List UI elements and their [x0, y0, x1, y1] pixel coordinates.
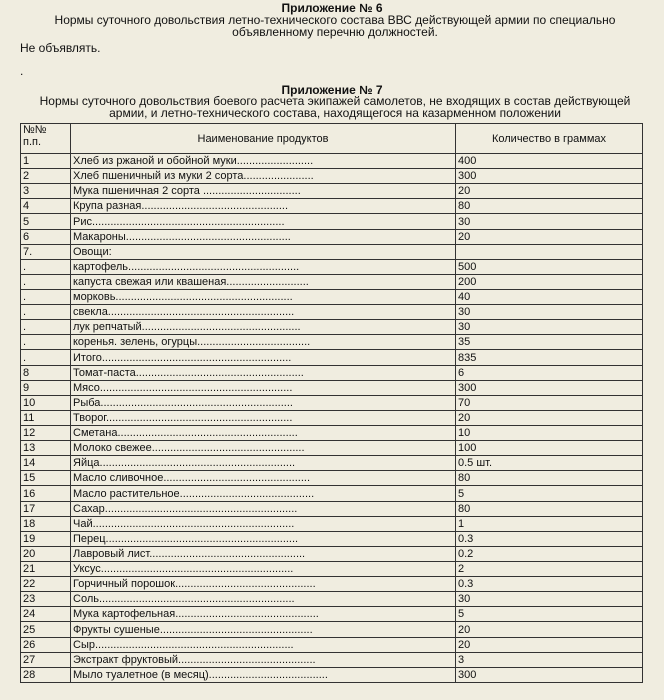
row-product-name: Мука картофельная...............................................	[71, 607, 456, 622]
table-row	[21, 335, 643, 350]
row-quantity: 200	[456, 274, 643, 289]
row-quantity: 20	[456, 184, 643, 199]
table-header-row	[21, 124, 643, 154]
row-number: 13	[21, 441, 71, 456]
table-row	[21, 607, 643, 622]
table-row	[21, 365, 643, 380]
appendix-6-title: Приложение № 6	[281, 1, 383, 15]
row-product-name: Чай..................................................................	[71, 516, 456, 531]
row-quantity: 20	[456, 410, 643, 425]
table-row	[21, 667, 643, 682]
row-quantity: 35	[456, 335, 643, 350]
row-quantity: 40	[456, 289, 643, 304]
row-number: .	[21, 350, 71, 365]
table-row	[21, 486, 643, 501]
table-row	[21, 501, 643, 516]
table-row	[21, 184, 643, 199]
header-number	[21, 124, 71, 154]
row-number: .	[21, 305, 71, 320]
row-quantity: 0.3	[456, 577, 643, 592]
row-product-name: Крупа разная................................................	[71, 199, 456, 214]
row-quantity: 80	[456, 199, 643, 214]
row-product-name: Яйца................................................................	[71, 456, 456, 471]
row-product-name: свекла.............................................................	[71, 305, 456, 320]
row-number: 16	[21, 486, 71, 501]
table-row	[21, 456, 643, 471]
appendix-7-subtitle: Нормы суточного довольствия боевого расчета экипажей самолетов, не входящих в состав действующей армии, и летно-технического состава, находящегося на казарменном положении	[39, 94, 631, 120]
row-quantity: 10	[456, 425, 643, 440]
row-quantity: 0.3	[456, 531, 643, 546]
row-quantity: 300	[456, 667, 643, 682]
row-product-name: капуста свежая или квашеная...........................	[71, 274, 456, 289]
row-number: 20	[21, 546, 71, 561]
table-row	[21, 516, 643, 531]
row-number: 28	[21, 667, 71, 682]
table-row	[21, 531, 643, 546]
row-quantity: 400	[456, 154, 643, 169]
table-row	[21, 546, 643, 561]
row-number: 7.	[21, 244, 71, 259]
row-product-name: Рыба...............................................................	[71, 395, 456, 410]
table-row	[21, 169, 643, 184]
row-product-name: Сахар...............................................................	[71, 501, 456, 516]
table-row	[21, 154, 643, 169]
table-row	[21, 274, 643, 289]
row-quantity: 80	[456, 471, 643, 486]
row-product-name: Горчичный порошок..............................................	[71, 577, 456, 592]
row-number: 9	[21, 380, 71, 395]
row-product-name: картофель........................................................	[71, 259, 456, 274]
table-row	[21, 577, 643, 592]
table-row	[21, 425, 643, 440]
row-number: 3	[21, 184, 71, 199]
row-number: .	[21, 274, 71, 289]
table-row	[21, 289, 643, 304]
row-quantity: 300	[456, 169, 643, 184]
row-quantity: 30	[456, 214, 643, 229]
row-number: 14	[21, 456, 71, 471]
row-number: 10	[21, 395, 71, 410]
row-quantity: 20	[456, 622, 643, 637]
row-quantity: 6	[456, 365, 643, 380]
row-number: 19	[21, 531, 71, 546]
appendix-6-note: Не объявлять.	[20, 41, 101, 55]
row-product-name: Масло сливочное................................................	[71, 471, 456, 486]
row-quantity: 3	[456, 652, 643, 667]
row-number: 18	[21, 516, 71, 531]
row-number: 24	[21, 607, 71, 622]
row-product-name: Хлеб из ржаной и обойной муки.........................	[71, 154, 456, 169]
row-quantity: 5	[456, 607, 643, 622]
row-product-name: лук репчатый....................................................	[71, 320, 456, 335]
table-row	[21, 199, 643, 214]
table-row	[21, 244, 643, 259]
row-number: .	[21, 335, 71, 350]
row-product-name: Сыр.................................................................	[71, 637, 456, 652]
row-product-name: Соль................................................................	[71, 592, 456, 607]
row-quantity: 70	[456, 395, 643, 410]
row-quantity: 2	[456, 561, 643, 576]
table-row	[21, 471, 643, 486]
table-row	[21, 229, 643, 244]
row-product-name: Молоко свежее..................................................	[71, 441, 456, 456]
header-number-line2: п.п.	[23, 136, 42, 148]
table-row	[21, 561, 643, 576]
table-row	[21, 350, 643, 365]
row-number: .	[21, 320, 71, 335]
row-quantity	[456, 244, 643, 259]
row-product-name: Хлеб пшеничный из муки 2 сорта.......................	[71, 169, 456, 184]
row-quantity: 300	[456, 380, 643, 395]
table-row	[21, 410, 643, 425]
row-product-name: Сметана...........................................................	[71, 425, 456, 440]
header-product-name: Наименование продуктов	[71, 124, 456, 154]
table-row	[21, 380, 643, 395]
row-number: 22	[21, 577, 71, 592]
row-product-name: коренья. зелень, огурцы.....................................	[71, 335, 456, 350]
row-product-name: Макароны......................................................	[71, 229, 456, 244]
ration-table	[20, 123, 643, 683]
row-product-name: Творог.............................................................	[71, 410, 456, 425]
row-number: 1	[21, 154, 71, 169]
table-row	[21, 305, 643, 320]
table-row	[21, 259, 643, 274]
table-row	[21, 652, 643, 667]
row-number: 5	[21, 214, 71, 229]
row-quantity: 30	[456, 305, 643, 320]
row-number: 25	[21, 622, 71, 637]
appendix-7-title: Приложение № 7	[281, 83, 383, 97]
row-number: 6	[21, 229, 71, 244]
row-quantity: 5	[456, 486, 643, 501]
row-product-name: Экстракт фруктовый.............................................	[71, 652, 456, 667]
table-row	[21, 395, 643, 410]
row-product-name: Мясо...............................................................	[71, 380, 456, 395]
header-number-line1: №№	[23, 124, 47, 136]
row-product-name: Томат-паста.......................................................	[71, 365, 456, 380]
table-body	[21, 154, 643, 683]
row-quantity: 835	[456, 350, 643, 365]
row-quantity: 0.2	[456, 546, 643, 561]
row-product-name: Мука пшеничная 2 сорта ................................	[71, 184, 456, 199]
row-quantity: 30	[456, 320, 643, 335]
table-row	[21, 637, 643, 652]
row-number: .	[21, 259, 71, 274]
row-number: 8	[21, 365, 71, 380]
row-number: 11	[21, 410, 71, 425]
row-number: 12	[21, 425, 71, 440]
table-row	[21, 592, 643, 607]
row-number: 2	[21, 169, 71, 184]
row-quantity: 0.5 шт.	[456, 456, 643, 471]
table-row	[21, 441, 643, 456]
separator-dot: .	[20, 64, 24, 78]
row-number: .	[21, 289, 71, 304]
row-quantity: 500	[456, 259, 643, 274]
row-number: 26	[21, 637, 71, 652]
table-row	[21, 622, 643, 637]
row-product-name: Фрукты сушеные..................................................	[71, 622, 456, 637]
row-number: 15	[21, 471, 71, 486]
row-quantity: 1	[456, 516, 643, 531]
row-product-name: Рис...............................................................	[71, 214, 456, 229]
row-product-name: Овощи:	[71, 244, 456, 259]
row-quantity: 20	[456, 229, 643, 244]
header-quantity: Количество в граммах	[456, 124, 643, 154]
table-row	[21, 320, 643, 335]
row-product-name: морковь..........................................................	[71, 289, 456, 304]
row-product-name: Масло растительное............................................	[71, 486, 456, 501]
row-quantity: 80	[456, 501, 643, 516]
row-number: 17	[21, 501, 71, 516]
row-product-name: Перец...............................................................	[71, 531, 456, 546]
row-product-name: Лавровый лист...................................................	[71, 546, 456, 561]
row-product-name: Итого..............................................................	[71, 350, 456, 365]
row-quantity: 30	[456, 592, 643, 607]
row-number: 4	[21, 199, 71, 214]
row-quantity: 100	[456, 441, 643, 456]
row-number: 27	[21, 652, 71, 667]
row-quantity: 20	[456, 637, 643, 652]
row-number: 21	[21, 561, 71, 576]
appendix-6-subtitle: Нормы суточного довольствия летно-технического состава ВВС действующей армии по специально объявленному перечню должностей.	[54, 13, 616, 39]
row-product-name: Уксус...............................................................	[71, 561, 456, 576]
row-product-name: Мыло туалетное (в месяц).......................................	[71, 667, 456, 682]
row-number: 23	[21, 592, 71, 607]
table-row	[21, 214, 643, 229]
